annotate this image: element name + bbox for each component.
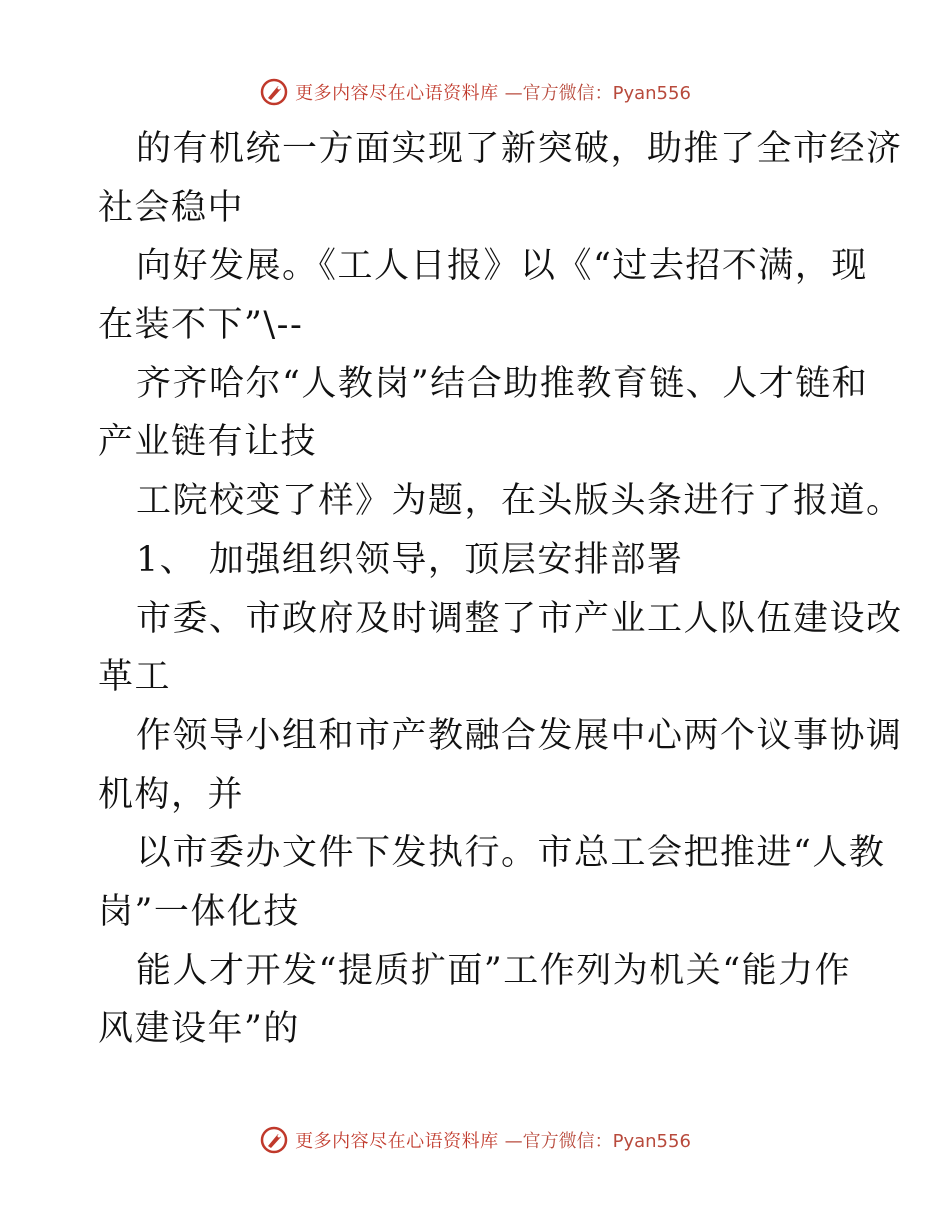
body-line: 工院校变了样》为题，在头版头条进行了报道。 xyxy=(136,481,903,522)
watermark-main-text: 更多内容尽在心语资料库 xyxy=(295,83,499,104)
section-heading: 1、 加强组织领导，顶层安排部署 xyxy=(136,539,684,580)
body-line: 风建设年”的 xyxy=(98,1009,300,1050)
body-line: 向好发展。《工人日报》以《“过去招不满，现 xyxy=(136,246,868,287)
body-line: 在装不下”\-- xyxy=(98,305,304,346)
watermark-main-text: 更多内容尽在心语资料库 xyxy=(295,1131,499,1152)
body-line: 岗”一体化技 xyxy=(98,891,300,932)
body-line: 以市委办文件下发执行。市总工会把推进“人教 xyxy=(136,833,886,874)
body-line: 齐齐哈尔“人教岗”结合助推教育链、人才链和 xyxy=(136,363,869,404)
body-line: 作领导小组和市产教融合发展中心两个议事协调 xyxy=(136,715,903,756)
header-watermark xyxy=(0,72,950,112)
body-line: 革工 xyxy=(98,657,172,698)
document-body xyxy=(98,120,903,1059)
body-line: 的有机统一方面实现了新突破，助推了全市经济 xyxy=(136,129,903,169)
pen-nib-logo-icon xyxy=(259,1125,289,1155)
body-line: 产业链有让技 xyxy=(98,422,318,463)
body-line: 市委、市政府及时调整了市产业工人队伍建设改 xyxy=(136,598,903,639)
watermark-wechat-text: —官方微信：Pyan556 xyxy=(504,83,691,104)
watermark-wechat-text: —官方微信：Pyan556 xyxy=(504,1131,691,1152)
footer-watermark xyxy=(0,1120,950,1160)
body-line: 社会稳中 xyxy=(98,187,245,228)
body-line: 能人才开发“提质扩面”工作列为机关“能力作 xyxy=(136,950,852,991)
pen-nib-logo-icon xyxy=(259,77,289,107)
body-line: 机构，并 xyxy=(98,774,245,815)
